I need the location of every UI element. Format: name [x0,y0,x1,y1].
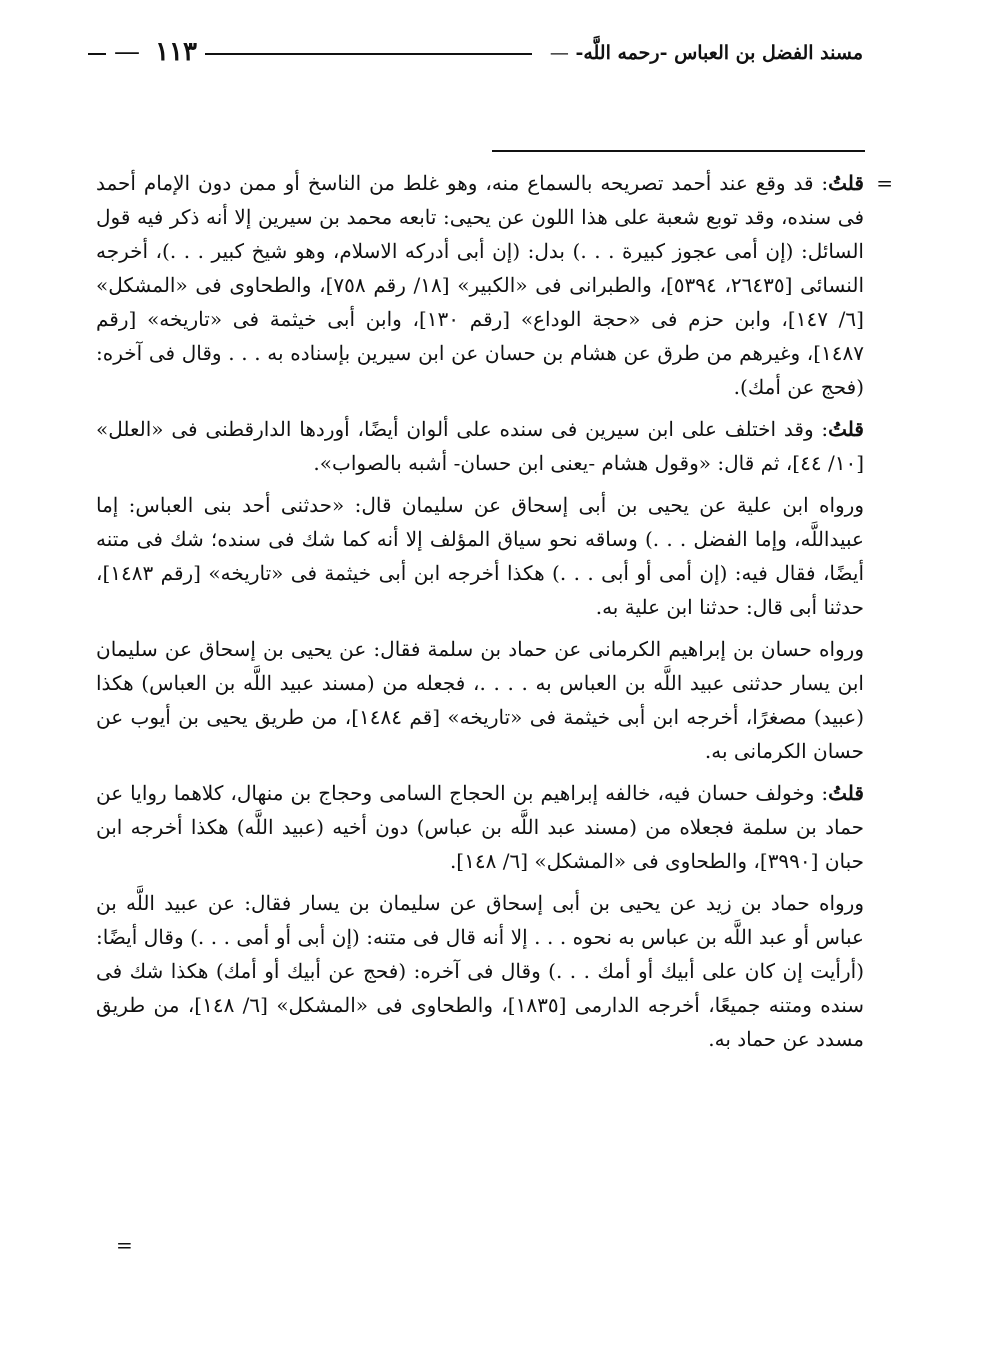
page-number [106,34,205,70]
paragraph-3 [96,488,864,624]
paragraph-text: ورواه حماد بن زيد عن يحيى بن أبى إسحاق عن سليمان بن يسار فقال: عن عبيد اللَّه بن عباس أو عبد اللَّه بن عباس به نحوه . . . إلا أنه قال فى متنه: (إن أبى أو أمى . . .) وقال أيضًا: (أرأيت إن كان على أبيك أو أمك . . .) وقال فى آخره: (فحج عن أبيك أو أمك) هكذا شك فى سنده ومتنه جميعًا، أخرجه الدارمى [١٨٣٥]، والطحاوى فى «المشكل» [٦/ ١٤٨]، من طريق مسدد عن حماد به. [96,891,864,1051]
header-dash-right: — [549,42,569,64]
paragraph-text: ورواه حسان بن إبراهيم الكرمانى عن حماد بن سلمة فقال: عن يحيى بن إسحاق عن سليمان ابن يسار حدثنى عبيد اللَّه بن العباس به . . . .، فجعله من (مسند عبيد اللَّه بن العباس) هكذا (عبيد) مصغرًا، أخرجه ابن أبى خيثمة فى «تاريخه» [قم ١٤٨٤]، من طريق يحيى بن أيوب عن حسان الكرمانى به. [96,637,865,763]
header-title-text: مسند الفضل بن العباس -رحمه اللَّه- [575,42,863,64]
paragraph-6 [96,886,864,1056]
continuation-mark-top: = [876,171,893,195]
paragraph-lead: قلتُ [828,781,864,805]
paragraph-text: : وقد اختلف على ابن سيرين فى سنده على ألوان أيضًا، أوردها الدارقطنى فى «العلل» [١٠/ ٤٤]، ثم قال: «وقول هشام -يعنى ابن حسان- أشبه بالصواب». [96,417,864,475]
paragraph-text: : قد وقع عند أحمد تصريحه بالسماع منه، وهو غلط من الناسخ أو ممن دون الإمام أحمد فى سنده، وقد توبع شعبة على هذا اللون عن يحيى: تابعه محمد بن سيرين إلا أنه ذكر فيه قول السائل: (إن أمى عجوز كبيرة . . .) بدل: (إن أبى أدركه الاسلام، وهو شيخ كبير . . .)، أخرجه النسائى [٢٦٤٣٥، ٥٣٩٤]، والطبرانى فى «الكبير» [١٨/ رقم ٧٥٨]، والطحاوى فى «المشكل» [٦/ ١٤٧]، وابن حزم فى «حجة الوداع» [رقم ١٣٠]، وابن أبى خيثمة فى «تاريخه» [رقم ١٤٨٧]، وغيرهم من طرق عن هشام بن حسان عن ابن سيرين بإسناده به . . . وقال فى آخره: (فحج عن أمك). [96,171,864,399]
paragraph-2 [96,412,864,480]
paragraph-lead: قلتُ [828,417,864,441]
paragraph-lead: قلتُ [828,171,864,195]
header-title [532,38,863,68]
continuation-mark-bottom: = [116,1233,133,1257]
paragraph-4 [96,632,864,768]
paragraph-5 [96,776,864,878]
running-header [88,38,863,74]
paragraph-text: ورواه ابن علية عن يحيى بن أبى إسحاق عن سليمان قال: «حدثنى أحد بنى العباس: إما عبيداللَّه، وإما الفضل . . .) وساقه نحو سياق المؤلف إلا أنه كما شك فى سنده؛ شك فى متنه أيضًا، فقال فيه: (إن أمى أو أبى . . .) هكذا أخرجه ابن أبى خيثمة فى «تاريخه» [رقم ١٤٨٣]، حدثنا أبى قال: حدثنا ابن علية به. [96,493,864,619]
paragraph-text: : وخولف حسان فيه، خالفه إبراهيم بن الحجاج السامى وحجاج بن منهال، كلاهما روايا عن حماد بن سلمة فجعلاه من (مسند عبد اللَّه بن عباس) دون أخيه (عبيد اللَّه) هكذا أخرجه ابن حبان [٣٩٩٠]، والطحاوى فى «المشكل» [٦/ ١٤٨]. [96,781,864,873]
footnote-rule [492,150,865,152]
footnote-body [96,166,864,1064]
page-number-dash: — [114,37,140,67]
paragraph-1 [96,166,864,404]
page-number-text: ١١٣ [155,37,197,67]
